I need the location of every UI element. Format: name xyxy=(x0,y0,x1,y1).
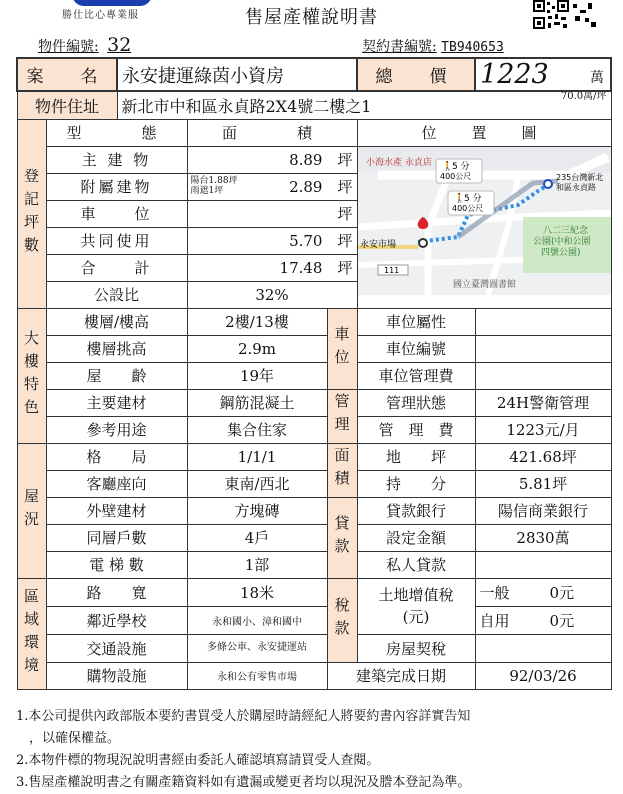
svg-text:400公尺: 400公尺 xyxy=(439,171,471,181)
parking-section: 車位 xyxy=(327,308,357,389)
address-label: 物件住址 xyxy=(17,91,117,119)
loan-row-value: 2830萬 xyxy=(475,524,611,551)
house-row-value: 4戶 xyxy=(187,524,327,551)
land-row-value: 5.81坪 xyxy=(475,470,611,497)
svg-text:5 分: 5 分 xyxy=(463,193,482,204)
completion-date-label: 建築完成日期 xyxy=(327,662,475,689)
registered-area-section: 登記坪數 xyxy=(17,119,46,308)
management-row-label: 管 理 費 xyxy=(357,416,475,443)
location-map xyxy=(357,146,611,308)
region-row-label: 鄰近學校 xyxy=(46,606,187,634)
house-row-value: 方塊磚 xyxy=(187,497,327,524)
house-row-label: 外壁建材 xyxy=(46,497,187,524)
unit-price: 70.0萬/坪 xyxy=(560,91,607,102)
completion-date-value: 92/03/26 xyxy=(475,662,611,689)
area-size-header: 面 積 xyxy=(187,119,357,146)
loan-row-value: 陽信商業銀行 xyxy=(475,497,611,524)
contract-number: 契約書編號: TB940653 xyxy=(362,39,504,55)
building-row-label: 參考用途 xyxy=(46,416,187,443)
location-map-header: 位 置 圖 xyxy=(357,119,611,146)
deed-tax-label: 房屋契稅 xyxy=(357,634,475,662)
management-section: 管理 xyxy=(327,389,357,443)
house-row-label: 同層戶數 xyxy=(46,524,187,551)
building-row-value: 鋼筋混凝土 xyxy=(187,389,327,416)
svg-text:5 分: 5 分 xyxy=(451,161,470,172)
building-row-label: 樓層挑高 xyxy=(46,335,187,362)
region-section: 區域環境 xyxy=(17,578,46,689)
object-number: 物件編號: 32 xyxy=(38,34,132,56)
building-section: 大樓特色 xyxy=(17,308,46,443)
building-row-value: 2樓/13樓 xyxy=(187,308,327,335)
note-line: 1.本公司提供內政部版本要約書買受人於購屋時請經紀人將要約書內容詳實告知 xyxy=(16,709,471,724)
svg-text:八二三紀念: 八二三紀念 xyxy=(542,225,588,236)
region-row-value: 18米 xyxy=(187,578,327,606)
region-row-value: 永和公有零售市場 xyxy=(187,662,327,689)
area-total-value: 17.48 坪 xyxy=(187,254,357,281)
house-row-label: 客廳座向 xyxy=(46,470,187,497)
building-row-value: 19年 xyxy=(187,362,327,389)
total-price-label: 總 價 xyxy=(357,58,475,91)
house-row-label: 電 梯 數 xyxy=(46,551,187,578)
region-row-value: 多條公車、永安捷運站 xyxy=(187,634,327,662)
building-row-value: 集合住家 xyxy=(187,416,327,443)
self-use-tax: 自用 0元 xyxy=(475,606,611,634)
loan-section: 貸款 xyxy=(327,497,357,578)
note-line: 3.售屋產權說明書之有關產籍資料如有遺漏或變更者均以現況及謄本登記為準。 xyxy=(16,775,471,790)
qr-code-icon xyxy=(533,0,599,30)
address-value: 新北市中和區永貞路2X4號二樓之1 70.0萬/坪 xyxy=(117,91,611,119)
area-row-label: 附屬建物 xyxy=(46,173,187,200)
svg-text:永安市場: 永安市場 xyxy=(359,239,396,250)
parking-row-value xyxy=(475,335,611,362)
parking-row-label: 車位管理費 xyxy=(357,362,475,389)
building-row-label: 主要建材 xyxy=(46,389,187,416)
land-value-tax-label: 土地增值稅 (元) xyxy=(357,578,475,634)
logo-text: 勝仕比心專業服 xyxy=(62,10,139,21)
building-row-label: 樓層/樓高 xyxy=(46,308,187,335)
house-row-value: 1/1/1 xyxy=(187,443,327,470)
house-row-value: 東南/西北 xyxy=(187,470,327,497)
area-total-label: 合 計 xyxy=(46,254,187,281)
building-row-value: 2.9m xyxy=(187,335,327,362)
note-line: 2.本物件標的物現況說明書經由委託人確認填寫請買受人查閱。 xyxy=(16,753,380,768)
parking-row-value xyxy=(475,308,611,335)
area-row-label: 主 建 物 xyxy=(46,146,187,173)
house-row-value: 1部 xyxy=(187,551,327,578)
case-name-label: 案 名 xyxy=(17,58,117,91)
loan-row-label: 私人貸款 xyxy=(357,551,475,578)
svg-text:111: 111 xyxy=(383,265,399,275)
building-row-label: 屋 齡 xyxy=(46,362,187,389)
note-line: ，以確保權益。 xyxy=(16,731,121,746)
management-row-value: 24H警衛管理 xyxy=(475,389,611,416)
area-row-value: 陽台1.88坪 雨遮1坪 2.89 坪 xyxy=(187,173,357,200)
land-area-section: 面積 xyxy=(327,443,357,497)
svg-text:國立臺灣圖書館: 國立臺灣圖書館 xyxy=(452,279,516,290)
svg-text:四號公園): 四號公園) xyxy=(540,247,581,258)
land-row-label: 持 分 xyxy=(357,470,475,497)
case-name: 永安捷運綠茵小資房 xyxy=(117,58,357,91)
svg-text:🚶: 🚶 xyxy=(441,161,453,172)
public-ratio-label: 公設比 xyxy=(46,281,187,308)
parking-row-value xyxy=(475,362,611,389)
house-condition-section: 屋況 xyxy=(17,443,46,578)
region-row-value: 永和國小、漳和國中 xyxy=(187,606,327,634)
public-ratio-value: 32% xyxy=(187,281,357,308)
land-row-label: 地 坪 xyxy=(357,443,475,470)
svg-text:公園(中和公園: 公園(中和公園 xyxy=(532,236,591,247)
area-row-label: 共同使用 xyxy=(46,227,187,254)
total-price: 1223 萬 xyxy=(475,58,611,91)
management-row-label: 管理狀態 xyxy=(357,389,475,416)
region-row-label: 購物設施 xyxy=(46,662,187,689)
svg-text:和區永貞路: 和區永貞路 xyxy=(555,182,596,192)
loan-row-label: 貸款銀行 xyxy=(357,497,475,524)
area-row-value: 5.70 坪 xyxy=(187,227,357,254)
svg-text:235台灣新北: 235台灣新北 xyxy=(555,172,603,182)
loan-row-value xyxy=(475,551,611,578)
svg-text:400公尺: 400公尺 xyxy=(451,203,483,213)
region-row-label: 交通設施 xyxy=(46,634,187,662)
annex-note: 陽台1.88坪 雨遮1坪 xyxy=(190,175,238,196)
area-row-label: 車 位 xyxy=(46,200,187,227)
page-title: 售屋產權說明書 xyxy=(245,7,378,28)
general-tax: 一般 0元 xyxy=(475,578,611,606)
management-row-value: 1223元/月 xyxy=(475,416,611,443)
area-type-header: 型 態 xyxy=(46,119,187,146)
svg-text:小海水產 永貞店: 小海水產 永貞店 xyxy=(365,157,432,168)
svg-text:🚶: 🚶 xyxy=(453,193,465,204)
loan-row-label: 設定金額 xyxy=(357,524,475,551)
tax-section: 稅款 xyxy=(327,578,357,662)
region-row-label: 路 寬 xyxy=(46,578,187,606)
property-table xyxy=(16,57,612,690)
parking-row-label: 車位屬性 xyxy=(357,308,475,335)
house-row-label: 格 局 xyxy=(46,443,187,470)
area-row-value: 8.89 坪 xyxy=(187,146,357,173)
deed-tax-value xyxy=(475,634,611,662)
land-row-value: 421.68坪 xyxy=(475,443,611,470)
notes xyxy=(16,706,616,794)
parking-row-label: 車位編號 xyxy=(357,335,475,362)
area-row-value: 坪 xyxy=(187,200,357,227)
